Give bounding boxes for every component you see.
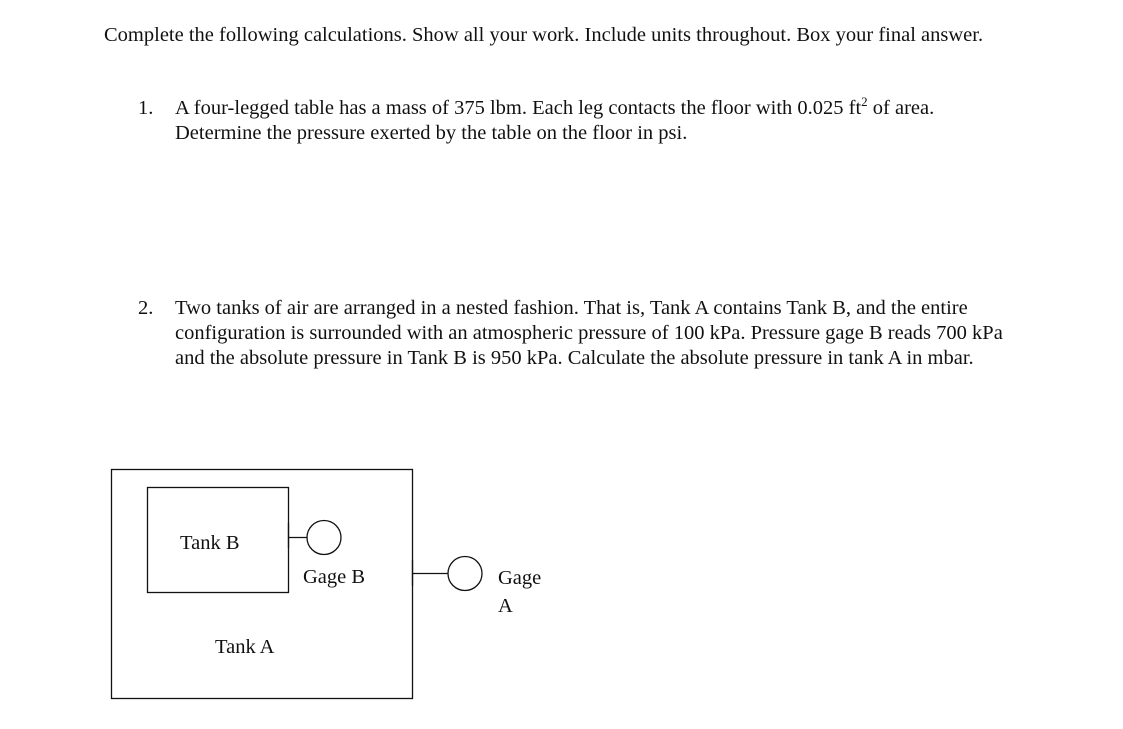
- gage-a-label-line-1: Gage: [498, 567, 542, 589]
- gage-b-dial: [307, 521, 341, 555]
- question-1-text-part-1: A four-legged table has a mass of 375 lbm. Each leg contacts the floor with 0.025 ft: [175, 97, 862, 119]
- tank-b-label: Tank B: [180, 532, 240, 554]
- question-2-text: Two tanks of air are arranged in a nested fashion. That is, Tank A contains Tank B, and the entire configuration is surrounded with an atmospheric pressure of 100 kPa. Pressure gage B reads 700 kPa and the absolute pressure in Tank B is 950 kPa. Calculate the absolute pressure in tank A in mbar.: [175, 297, 1003, 369]
- question-1-superscript: 2: [861, 94, 868, 110]
- question-1-text-part-2: of area. Determine the pressure exerted by the table on the floor in psi.: [175, 97, 935, 144]
- question-1-number: 1.: [138, 97, 154, 119]
- question-2-number: 2.: [138, 297, 154, 319]
- tank-a-box: [112, 470, 413, 699]
- instructions: Complete the following calculations. Show all your work. Include units throughout. Box your final answer.: [104, 24, 984, 46]
- gage-a-label-line-2: A: [498, 595, 513, 617]
- gage-a-dial: [448, 557, 482, 591]
- gage-b-label: Gage B: [303, 566, 366, 588]
- tank-a-label: Tank A: [215, 636, 275, 658]
